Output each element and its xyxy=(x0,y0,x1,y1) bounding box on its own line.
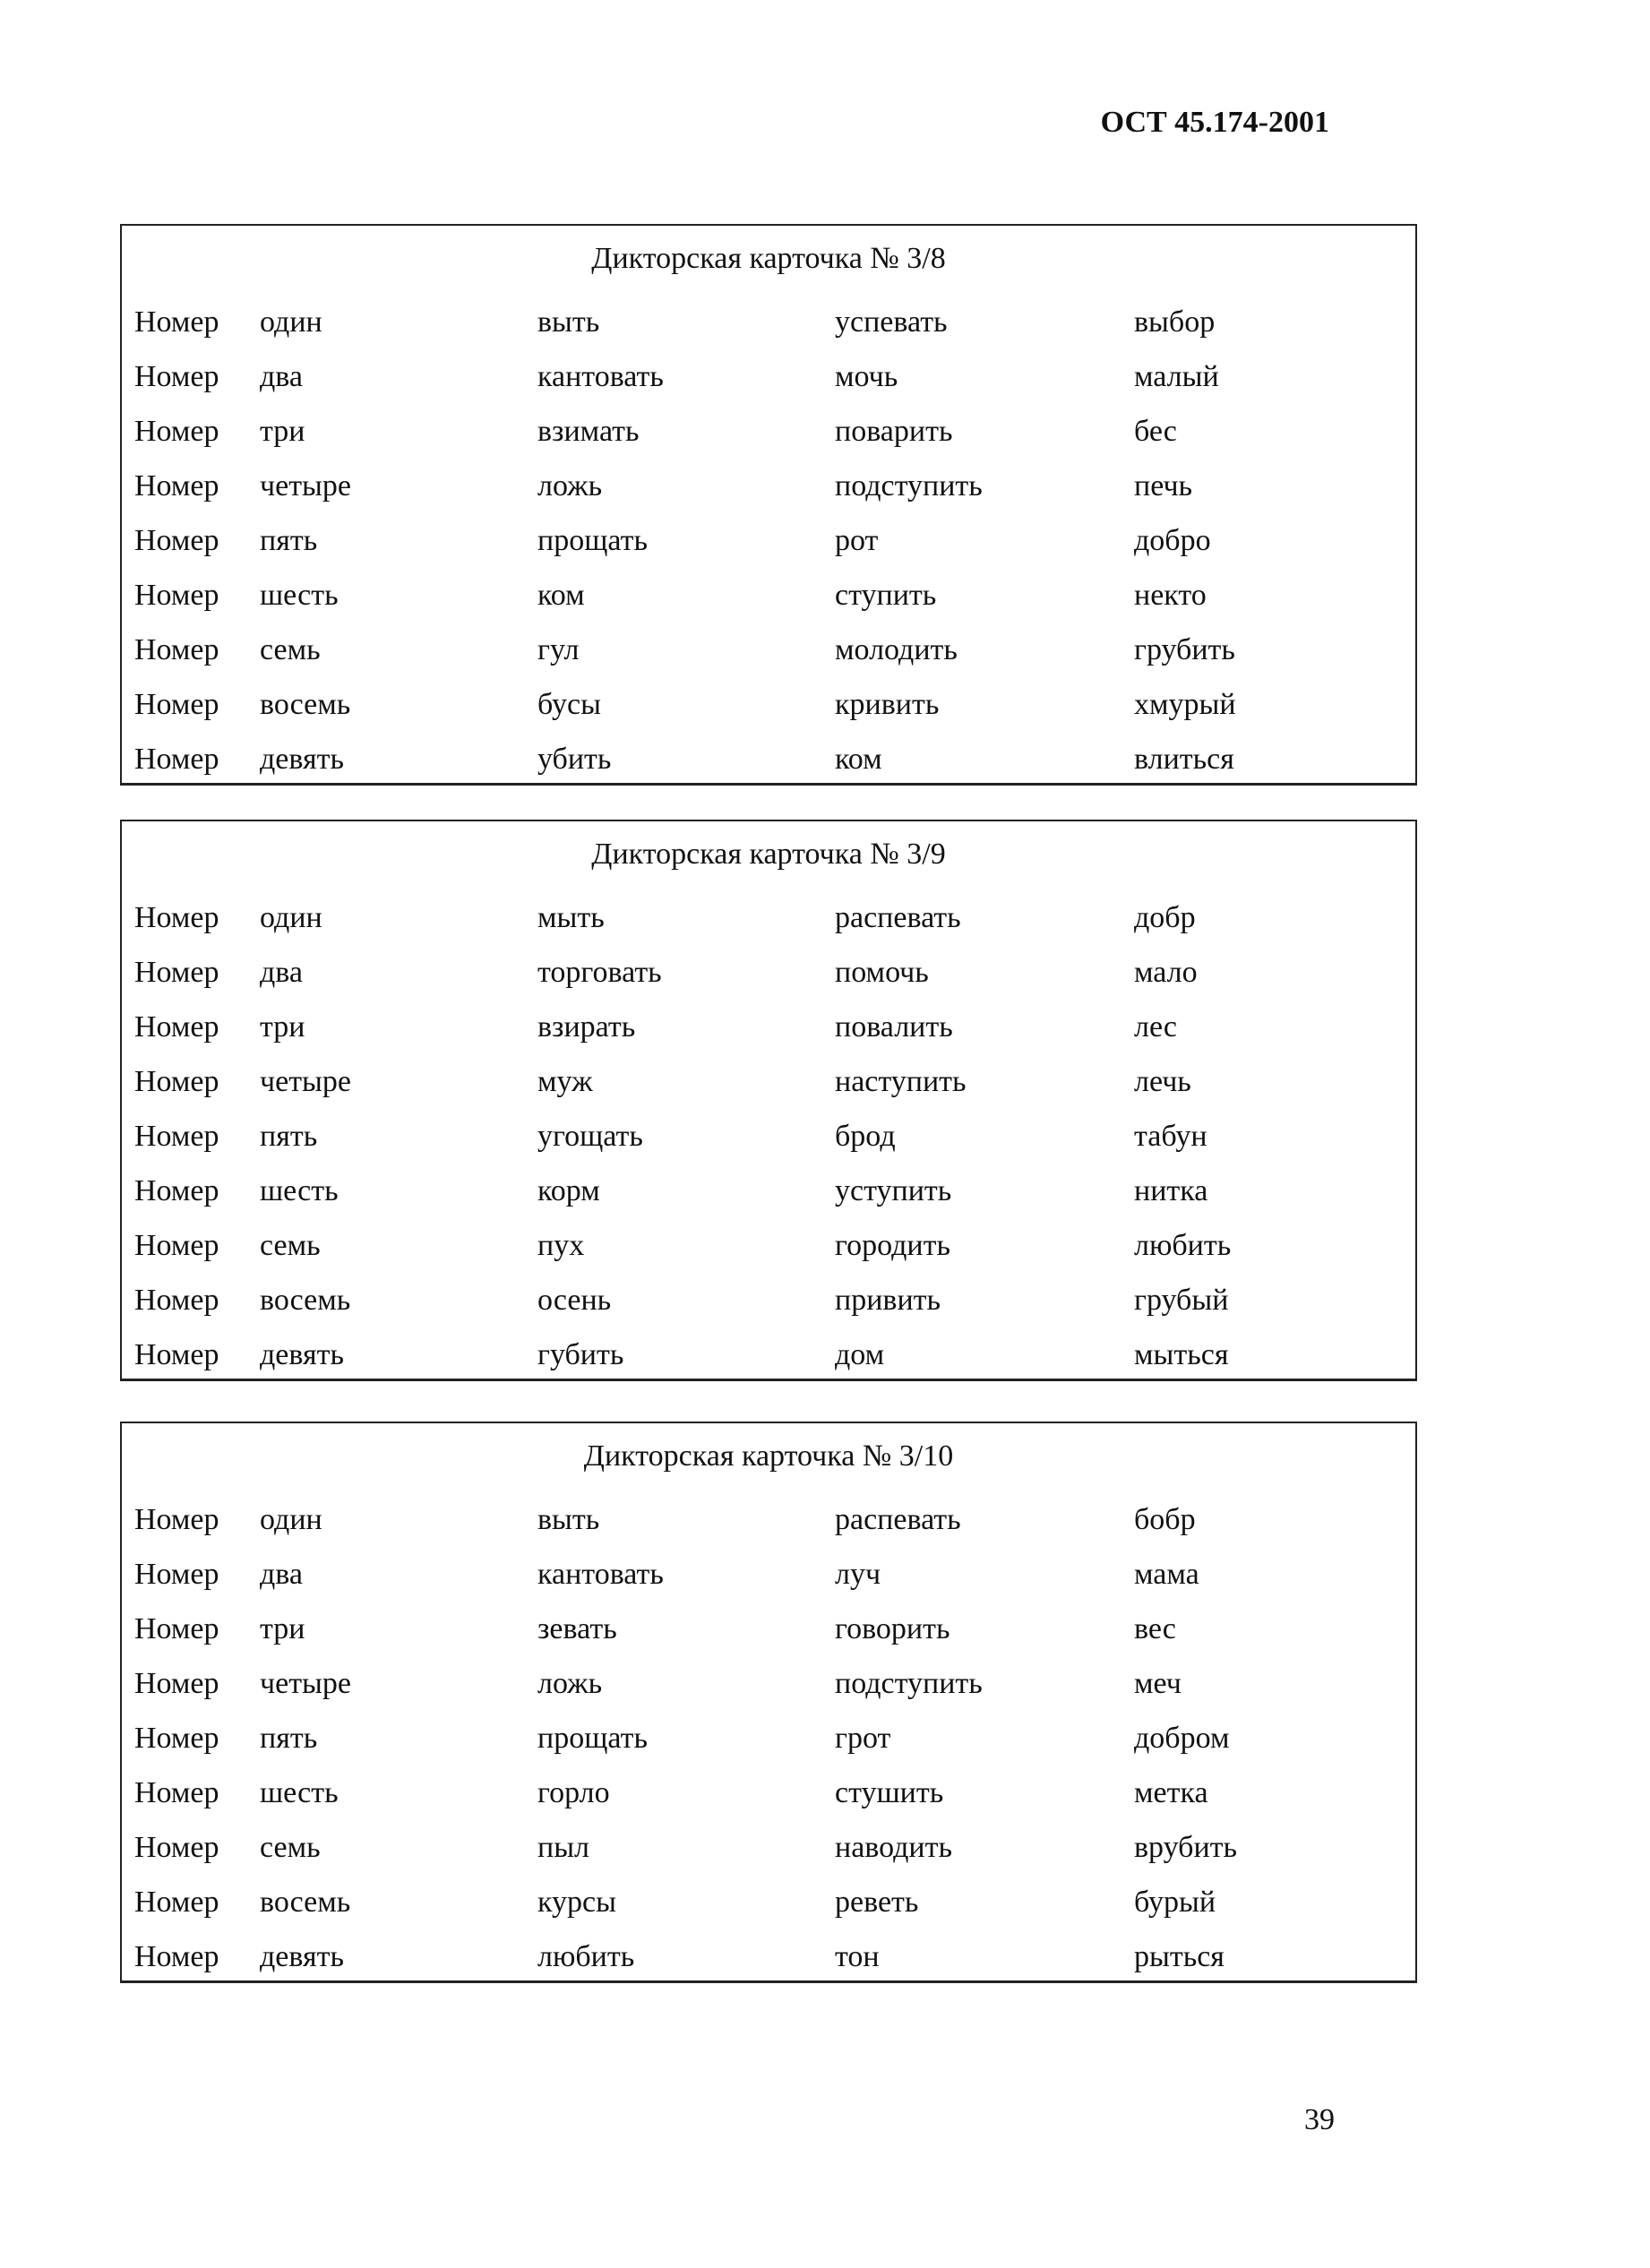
word-cell: табун xyxy=(1134,1120,1207,1153)
dictor-card xyxy=(120,1422,1417,1983)
card-row xyxy=(122,405,1415,459)
word-cell: подступить xyxy=(835,1667,983,1700)
word-cell: четыре xyxy=(260,1065,351,1098)
card-row xyxy=(122,1001,1415,1054)
word-cell: наводить xyxy=(835,1831,952,1864)
word-cell: некто xyxy=(1134,579,1207,612)
word-cell: четыре xyxy=(260,469,351,503)
word-cell: торговать xyxy=(537,956,662,989)
card-row xyxy=(122,1602,1415,1656)
card-row xyxy=(122,1328,1415,1382)
word-cell: добром xyxy=(1134,1722,1230,1755)
row-label: Номер xyxy=(134,579,219,612)
word-cell: тон xyxy=(835,1940,880,1973)
word-cell: добро xyxy=(1134,524,1211,557)
word-cell: муж xyxy=(537,1065,593,1098)
word-cell: ложь xyxy=(537,469,603,503)
word-cell: грубый xyxy=(1134,1284,1229,1317)
word-cell: выбор xyxy=(1134,305,1216,339)
card-row xyxy=(122,514,1415,568)
row-label: Номер xyxy=(134,743,219,776)
word-cell: шесть xyxy=(260,1776,339,1809)
word-cell: осень xyxy=(537,1284,612,1317)
word-cell: кантовать xyxy=(537,360,664,393)
card-row xyxy=(122,569,1415,623)
card-title: Дикторская карточка № 3/8 xyxy=(591,242,946,275)
word-cell: три xyxy=(260,415,305,448)
card-row xyxy=(122,1164,1415,1218)
word-cell: рот xyxy=(835,524,879,557)
word-cell: кривить xyxy=(835,688,940,721)
word-cell: малый xyxy=(1134,360,1219,393)
word-cell: говорить xyxy=(835,1612,950,1645)
word-cell: реветь xyxy=(835,1886,919,1919)
word-cell: четыре xyxy=(260,1667,351,1700)
dictor-card xyxy=(120,820,1417,1381)
word-cell: ком xyxy=(537,579,585,612)
word-cell: любить xyxy=(537,1940,635,1973)
card-title: Дикторская карточка № 3/9 xyxy=(591,838,946,871)
word-cell: наступить xyxy=(835,1065,967,1098)
word-cell: девять xyxy=(260,1940,344,1973)
word-cell: лечь xyxy=(1134,1065,1191,1098)
word-cell: кантовать xyxy=(537,1558,664,1591)
word-cell: распевать xyxy=(835,901,961,934)
card-title: Дикторская карточка № 3/10 xyxy=(583,1439,954,1473)
row-label: Номер xyxy=(134,1886,219,1919)
word-cell: бурый xyxy=(1134,1886,1216,1919)
dictor-card xyxy=(120,224,1417,786)
word-cell: бобр xyxy=(1134,1503,1196,1536)
word-cell: угощать xyxy=(537,1120,643,1153)
row-label: Номер xyxy=(134,360,219,393)
row-label: Номер xyxy=(134,688,219,721)
card-row xyxy=(122,1055,1415,1109)
word-cell: губить xyxy=(537,1338,624,1371)
word-cell: пух xyxy=(537,1229,585,1262)
card-row xyxy=(122,1493,1415,1547)
row-label: Номер xyxy=(134,1338,219,1371)
card-row xyxy=(122,1766,1415,1820)
word-cell: вес xyxy=(1134,1612,1176,1645)
card-row xyxy=(122,1712,1415,1765)
word-cell: добр xyxy=(1134,901,1196,934)
word-cell: стушить xyxy=(835,1776,944,1809)
word-cell: семь xyxy=(260,633,321,666)
row-label: Номер xyxy=(134,633,219,666)
word-cell: взирать xyxy=(537,1010,636,1044)
word-cell: городить xyxy=(835,1229,950,1262)
word-cell: мама xyxy=(1134,1558,1199,1591)
card-row xyxy=(122,1548,1415,1602)
word-cell: шесть xyxy=(260,1174,339,1207)
word-cell: корм xyxy=(537,1174,600,1207)
word-cell: уступить xyxy=(835,1174,952,1207)
row-label: Номер xyxy=(134,415,219,448)
word-cell: горло xyxy=(537,1776,610,1809)
word-cell: грот xyxy=(835,1722,891,1755)
word-cell: грубить xyxy=(1134,633,1235,666)
word-cell: пять xyxy=(260,1120,318,1153)
row-label: Номер xyxy=(134,1722,219,1755)
word-cell: прощать xyxy=(537,1722,648,1755)
word-cell: печь xyxy=(1134,469,1193,503)
word-cell: подступить xyxy=(835,469,983,503)
word-cell: врубить xyxy=(1134,1831,1238,1864)
word-cell: мочь xyxy=(835,360,898,393)
document-id: ОСТ 45.174-2001 xyxy=(1100,106,1329,139)
card-row xyxy=(122,1657,1415,1711)
word-cell: ложь xyxy=(537,1667,603,1700)
card-row xyxy=(122,946,1415,1000)
word-cell: пять xyxy=(260,1722,318,1755)
word-cell: влиться xyxy=(1134,743,1234,776)
word-cell: восемь xyxy=(260,688,351,721)
word-cell: два xyxy=(260,360,303,393)
word-cell: убить xyxy=(537,743,612,776)
card-row xyxy=(122,350,1415,404)
row-label: Номер xyxy=(134,1831,219,1864)
word-cell: восемь xyxy=(260,1284,351,1317)
word-cell: пыл xyxy=(537,1831,590,1864)
row-label: Номер xyxy=(134,956,219,989)
row-label: Номер xyxy=(134,901,219,934)
row-label: Номер xyxy=(134,1174,219,1207)
word-cell: меч xyxy=(1134,1667,1182,1700)
word-cell: мыть xyxy=(537,901,605,934)
word-cell: девять xyxy=(260,743,344,776)
word-cell: три xyxy=(260,1010,305,1044)
word-cell: ступить xyxy=(835,579,937,612)
word-cell: семь xyxy=(260,1229,321,1262)
page-number: 39 xyxy=(1304,2103,1335,2136)
word-cell: два xyxy=(260,956,303,989)
word-cell: семь xyxy=(260,1831,321,1864)
word-cell: рыться xyxy=(1134,1940,1225,1973)
word-cell: выть xyxy=(537,305,600,339)
card-row xyxy=(122,733,1415,786)
word-cell: лес xyxy=(1134,1010,1177,1044)
word-cell: один xyxy=(260,1503,322,1536)
word-cell: зевать xyxy=(537,1612,617,1645)
word-cell: гул xyxy=(537,633,580,666)
word-cell: повалить xyxy=(835,1010,953,1044)
card-row xyxy=(122,1274,1415,1327)
row-label: Номер xyxy=(134,1010,219,1044)
word-cell: распевать xyxy=(835,1503,961,1536)
card-row xyxy=(122,1876,1415,1929)
card-row xyxy=(122,460,1415,513)
word-cell: хмурый xyxy=(1134,688,1236,721)
row-label: Номер xyxy=(134,1940,219,1973)
word-cell: нитка xyxy=(1134,1174,1208,1207)
row-label: Номер xyxy=(134,305,219,339)
word-cell: метка xyxy=(1134,1776,1208,1809)
word-cell: ком xyxy=(835,743,882,776)
card-row xyxy=(122,1930,1415,1984)
word-cell: мыться xyxy=(1134,1338,1229,1371)
card-row xyxy=(122,1110,1415,1164)
word-cell: один xyxy=(260,901,322,934)
row-label: Номер xyxy=(134,1667,219,1700)
row-label: Номер xyxy=(134,1503,219,1536)
row-label: Номер xyxy=(134,1558,219,1591)
word-cell: один xyxy=(260,305,322,339)
word-cell: три xyxy=(260,1612,305,1645)
word-cell: восемь xyxy=(260,1886,351,1919)
card-row xyxy=(122,891,1415,945)
card-row xyxy=(122,678,1415,732)
card-row xyxy=(122,623,1415,677)
row-label: Номер xyxy=(134,524,219,557)
row-label: Номер xyxy=(134,1065,219,1098)
word-cell: любить xyxy=(1134,1229,1232,1262)
word-cell: два xyxy=(260,1558,303,1591)
word-cell: брод xyxy=(835,1120,896,1153)
word-cell: успевать xyxy=(835,305,948,339)
card-row xyxy=(122,1219,1415,1273)
word-cell: поварить xyxy=(835,415,953,448)
word-cell: привить xyxy=(835,1284,941,1317)
word-cell: дом xyxy=(835,1338,885,1371)
word-cell: бусы xyxy=(537,688,601,721)
word-cell: шесть xyxy=(260,579,339,612)
card-row xyxy=(122,296,1415,349)
row-label: Номер xyxy=(134,1229,219,1262)
row-label: Номер xyxy=(134,1612,219,1645)
row-label: Номер xyxy=(134,1120,219,1153)
row-label: Номер xyxy=(134,1284,219,1317)
row-label: Номер xyxy=(134,1776,219,1809)
word-cell: молодить xyxy=(835,633,958,666)
word-cell: прощать xyxy=(537,524,648,557)
word-cell: бес xyxy=(1134,415,1177,448)
card-row xyxy=(122,1821,1415,1875)
word-cell: выть xyxy=(537,1503,600,1536)
word-cell: пять xyxy=(260,524,318,557)
word-cell: взимать xyxy=(537,415,640,448)
word-cell: курсы xyxy=(537,1886,616,1919)
word-cell: мало xyxy=(1134,956,1198,989)
word-cell: луч xyxy=(835,1558,881,1591)
word-cell: девять xyxy=(260,1338,344,1371)
row-label: Номер xyxy=(134,469,219,503)
word-cell: помочь xyxy=(835,956,929,989)
